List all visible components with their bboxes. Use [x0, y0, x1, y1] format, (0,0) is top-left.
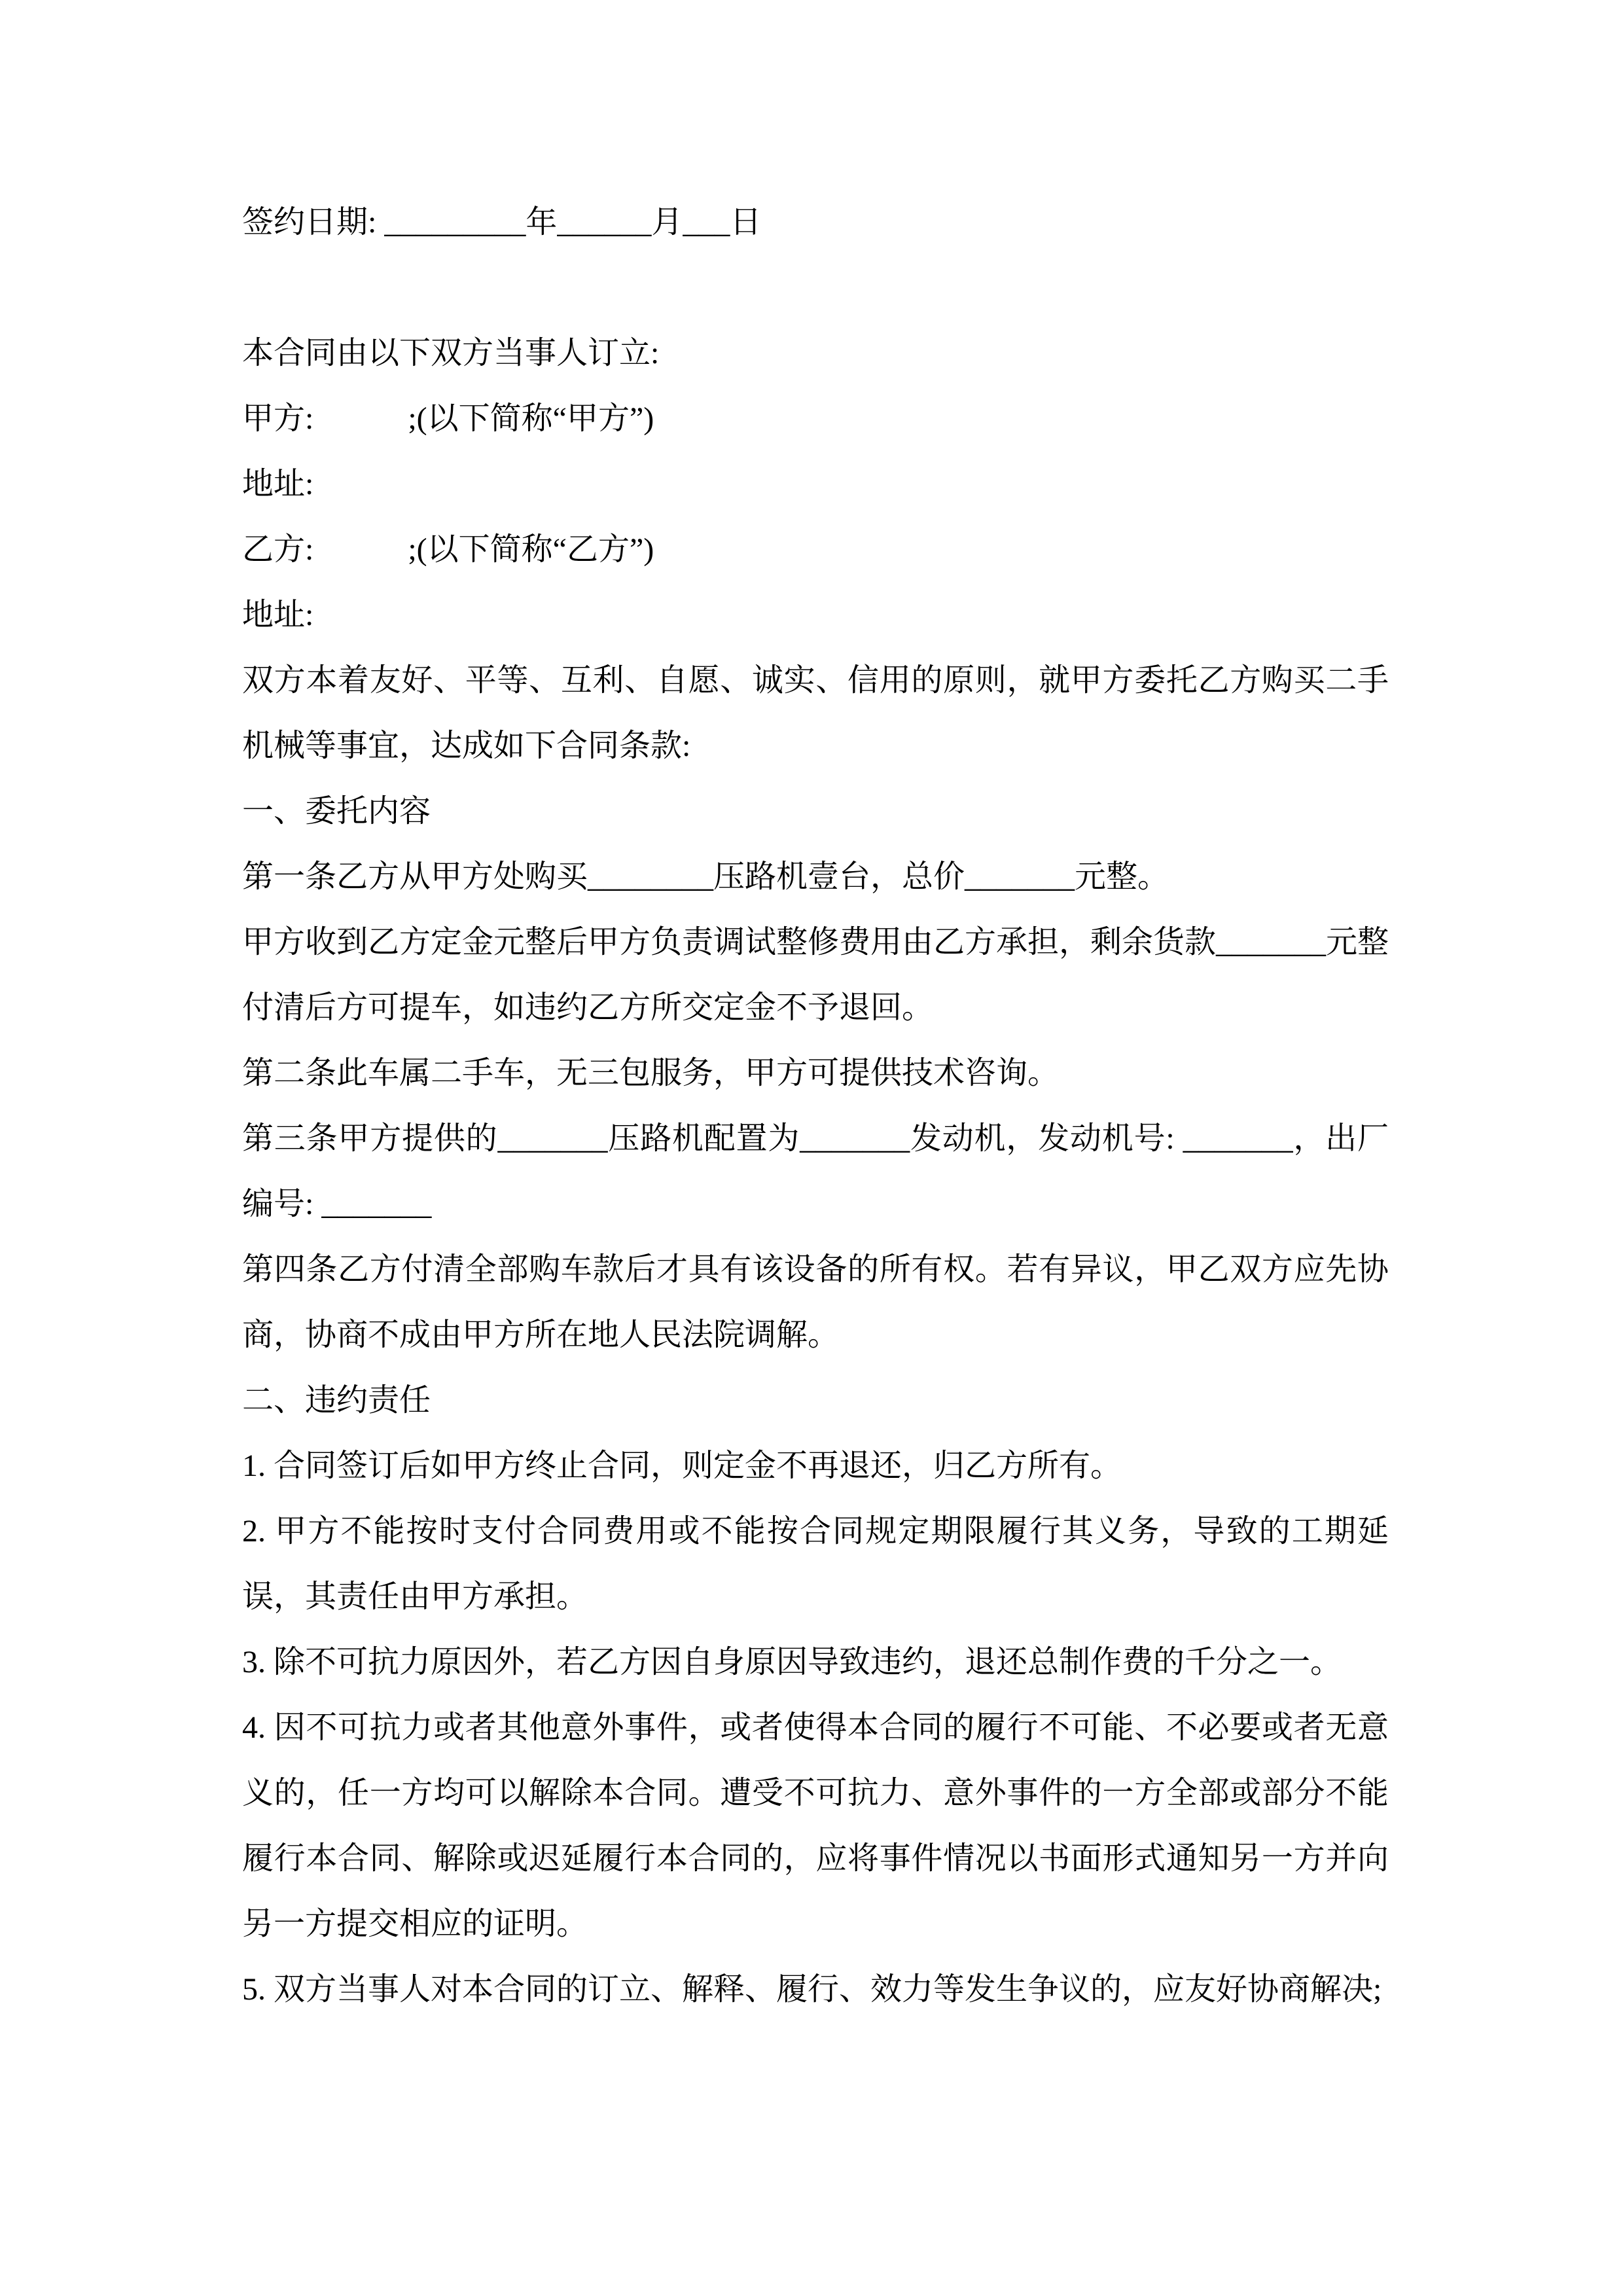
- paragraph-article-1-payment: 甲方收到乙方定金元整后甲方负责调试整修费用由乙方承担，剩余货款_______元整付清后方可提车，如违约乙方所交定金不予退回。: [242, 925, 1389, 1025]
- paragraph-article-2: 第二条此车属二手车，无三包服务，甲方可提供技术咨询。: [242, 1056, 1060, 1090]
- paragraph-party-a-address: 地址:: [242, 467, 314, 501]
- paragraph-preamble: 双方本着友好、平等、互利、自愿、诚实、信用的原则，就甲方委托乙方购买二手机械等事宜，达成如下合同条款:: [242, 663, 1389, 763]
- heading-section-2-breach: 二、违约责任: [242, 1383, 431, 1418]
- paragraph-breach-item-5: 5. 双方当事人对本合同的订立、解释、履行、效力等发生争议的，应友好协商解决;: [242, 1972, 1382, 2007]
- paragraph-breach-item-1: 1. 合同签订后如甲方终止合同，则定金不再退还，归乙方所有。: [242, 1448, 1122, 1483]
- paragraph-breach-item-2: 2. 甲方不能按时支付合同费用或不能按合同规定期限履行其义务，导致的工期延误，其责任由甲方承担。: [242, 1514, 1389, 1614]
- paragraph-party-b-address: 地址:: [242, 598, 314, 632]
- paragraph-breach-item-3: 3. 除不可抗力原因外，若乙方因自身原因导致违约，退还总制作费的千分之一。: [242, 1645, 1342, 1679]
- paragraph-article-1: 第一条乙方从甲方处购买________压路机壹台，总价_______元整。: [242, 859, 1169, 894]
- paragraph-party-a: 甲方: ;(以下简称“甲方”): [242, 401, 654, 436]
- paragraph-party-b: 乙方: ;(以下简称“乙方”): [242, 532, 654, 567]
- paragraph-blank-spacer: [242, 255, 1389, 321]
- paragraph-breach-item-4: 4. 因不可抗力或者其他意外事件，或者使得本合同的履行不可能、不必要或者无意义的，任一方均可以解除本合同。遭受不可抗力、意外事件的一方全部或部分不能履行本合同、解除或迟延履行本合同的，应将事件情况以书面形式通知另一方并向另一方提交相应的证明。: [242, 1710, 1389, 1941]
- paragraph-signing-date: 签约日期: _________年______月___日: [242, 205, 762, 240]
- heading-section-1-entrustment: 一、委托内容: [242, 794, 431, 829]
- paragraph-article-3: 第三条甲方提供的_______压路机配置为_______发动机，发动机号: _______，出厂编号: _______: [242, 1121, 1389, 1221]
- paragraph-parties-intro: 本合同由以下双方当事人订立:: [242, 336, 660, 370]
- paragraph-article-4: 第四条乙方付清全部购车款后才具有该设备的所有权。若有异议，甲乙双方应先协商，协商不成由甲方所在地人民法院调解。: [242, 1252, 1389, 1352]
